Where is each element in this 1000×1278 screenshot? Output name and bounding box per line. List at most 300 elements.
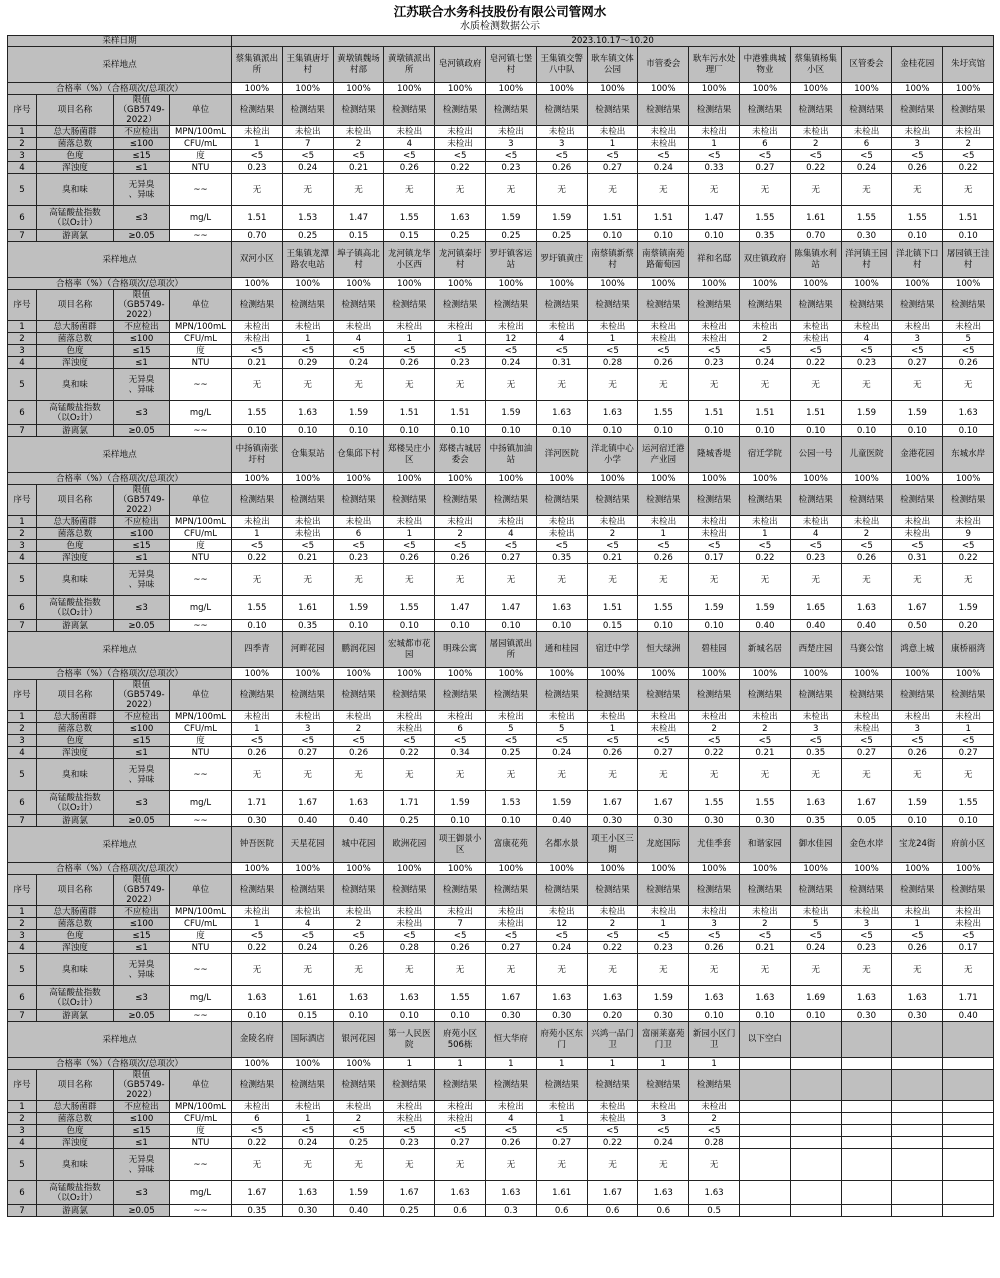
result-cell: 0.26 <box>638 357 689 369</box>
result-cell: 0.21 <box>739 747 790 759</box>
result-cell: 4 <box>790 528 841 540</box>
result-cell: 未检出 <box>282 1101 333 1113</box>
result-cell: 0.35 <box>232 1205 283 1217</box>
item-name: 总大肠菌群 <box>37 1101 114 1113</box>
result-cell: 1 <box>587 723 638 735</box>
item-unit: NTU <box>170 1137 232 1149</box>
result-cell: 未检出 <box>232 1101 283 1113</box>
result-cell: 0.10 <box>435 1010 486 1022</box>
location-cell: 和谐家园 <box>739 827 790 863</box>
item-limit: ≤3 <box>114 986 170 1010</box>
result-cell: 未检出 <box>536 906 587 918</box>
result-cell: 0.10 <box>689 1010 740 1022</box>
result-cell: 1 <box>232 138 283 150</box>
item-limit: 无异臭 、异味 <box>114 174 170 206</box>
item-no: 5 <box>8 369 37 401</box>
result-cell <box>943 1101 994 1113</box>
item-no: 4 <box>8 162 37 174</box>
header-unit: 单位 <box>170 1070 232 1101</box>
result-cell: 2 <box>841 528 892 540</box>
result-cell: <5 <box>384 930 435 942</box>
result-cell <box>841 1181 892 1205</box>
result-cell: 无 <box>790 369 841 401</box>
item-unit: NTU <box>170 552 232 564</box>
item-name: 游离氯 <box>37 1010 114 1022</box>
result-cell: <5 <box>232 540 283 552</box>
item-unit: ~~ <box>170 174 232 206</box>
item-limit: ≤3 <box>114 1181 170 1205</box>
result-cell: 1 <box>536 1113 587 1125</box>
header-result: 检测结果 <box>486 680 537 711</box>
item-name: 菌落总数 <box>37 723 114 735</box>
result-cell: 无 <box>943 759 994 791</box>
result-cell: 未检出 <box>384 918 435 930</box>
item-no: 5 <box>8 759 37 791</box>
result-cell: 无 <box>333 369 384 401</box>
item-name: 游离氯 <box>37 230 114 242</box>
result-cell: 1.59 <box>435 791 486 815</box>
result-cell: 0.26 <box>536 162 587 174</box>
result-cell: 0.26 <box>638 552 689 564</box>
result-cell: 0.23 <box>232 162 283 174</box>
header-result: 检测结果 <box>232 1070 283 1101</box>
result-cell: <5 <box>739 930 790 942</box>
result-cell: 未检出 <box>841 723 892 735</box>
location-cell: 黄墩镇魏场村部 <box>333 47 384 83</box>
result-cell: 0.40 <box>739 620 790 632</box>
result-cell: 未检出 <box>587 126 638 138</box>
result-cell: 6 <box>333 528 384 540</box>
result-cell: 1.63 <box>333 791 384 815</box>
location-label: 采样地点 <box>8 437 232 473</box>
result-cell: 5 <box>536 723 587 735</box>
location-label: 采样地点 <box>8 47 232 83</box>
result-cell: 无 <box>587 759 638 791</box>
item-unit: 度 <box>170 150 232 162</box>
result-cell: 6 <box>841 138 892 150</box>
location-cell: 洋河医院 <box>536 437 587 473</box>
result-cell: 无 <box>689 564 740 596</box>
result-cell: 无 <box>333 564 384 596</box>
result-cell: 0.26 <box>333 942 384 954</box>
result-cell: 未检出 <box>790 516 841 528</box>
pass-rate-cell: 100% <box>282 278 333 290</box>
location-cell: 明珠公寓 <box>435 632 486 668</box>
result-cell: 无 <box>943 564 994 596</box>
pass-rate-cell: 100% <box>536 83 587 95</box>
location-cell: 河畔花园 <box>282 632 333 668</box>
item-no: 5 <box>8 564 37 596</box>
page-subtitle: 水质检测数据公示 <box>460 21 540 32</box>
result-cell: 0.30 <box>638 1010 689 1022</box>
result-cell: 未检出 <box>689 1101 740 1113</box>
result-cell: 无 <box>282 759 333 791</box>
result-cell: <5 <box>384 345 435 357</box>
header-unit: 单位 <box>170 680 232 711</box>
result-cell: 0.24 <box>841 162 892 174</box>
result-cell: 未检出 <box>486 918 537 930</box>
result-cell: 未检出 <box>536 528 587 540</box>
result-cell: <5 <box>790 540 841 552</box>
result-cell: <5 <box>435 735 486 747</box>
result-cell: 无 <box>638 759 689 791</box>
result-cell: 3 <box>486 138 537 150</box>
result-cell: 2 <box>689 723 740 735</box>
header-result: 检测结果 <box>384 1070 435 1101</box>
result-cell: 未检出 <box>638 711 689 723</box>
result-cell: 0.24 <box>282 162 333 174</box>
result-cell: 0.40 <box>282 815 333 827</box>
header-result: 检测结果 <box>892 95 943 126</box>
result-cell: 1.63 <box>282 401 333 425</box>
result-cell: 无 <box>587 564 638 596</box>
result-cell <box>739 1205 790 1217</box>
location-cell: 马赛公馆 <box>841 632 892 668</box>
pass-rate-label: 合格率（%）（合格项次/总项次） <box>8 863 232 875</box>
result-cell: 无 <box>232 954 283 986</box>
result-cell: 0.26 <box>841 552 892 564</box>
item-no: 1 <box>8 321 37 333</box>
result-cell: <5 <box>282 735 333 747</box>
result-cell: 未检出 <box>384 126 435 138</box>
header-seq: 序号 <box>8 680 37 711</box>
result-cell: 0.26 <box>892 162 943 174</box>
header-result: 检测结果 <box>841 875 892 906</box>
location-cell: 城中花园 <box>333 827 384 863</box>
result-cell: 未检出 <box>435 711 486 723</box>
result-cell: 1.55 <box>689 791 740 815</box>
item-no: 6 <box>8 596 37 620</box>
result-cell: 未检出 <box>587 516 638 528</box>
pass-rate-cell: 100% <box>943 278 994 290</box>
result-cell: 0.10 <box>435 620 486 632</box>
header-result: 检测结果 <box>587 875 638 906</box>
location-cell: 耿车镇文体公园 <box>587 47 638 83</box>
result-cell: 1.59 <box>689 596 740 620</box>
pass-rate-cell: 100% <box>232 668 283 680</box>
header-unit: 单位 <box>170 485 232 516</box>
result-cell: 6 <box>232 1113 283 1125</box>
result-cell: 0.27 <box>536 1137 587 1149</box>
item-limit: ≤15 <box>114 1125 170 1137</box>
item-unit: 度 <box>170 540 232 552</box>
pass-rate-cell: 100% <box>739 668 790 680</box>
header-result: 检测结果 <box>232 680 283 711</box>
pass-rate-cell: 100% <box>689 473 740 485</box>
header-result: 检测结果 <box>486 95 537 126</box>
pass-rate-cell: 100% <box>384 83 435 95</box>
result-cell: <5 <box>841 150 892 162</box>
result-cell: 3 <box>790 723 841 735</box>
result-cell: 未检出 <box>892 528 943 540</box>
location-cell: 洋北镇中心小学 <box>587 437 638 473</box>
result-cell: <5 <box>232 150 283 162</box>
location-cell: 新园小区门卫 <box>689 1022 740 1058</box>
pass-rate-cell: 100% <box>587 863 638 875</box>
result-cell: 0.23 <box>689 357 740 369</box>
item-no: 1 <box>8 1101 37 1113</box>
result-cell: 0.30 <box>232 815 283 827</box>
result-cell: 无 <box>943 174 994 206</box>
result-cell: <5 <box>739 735 790 747</box>
result-cell: 3 <box>841 918 892 930</box>
location-cell: 康桥丽湾 <box>943 632 994 668</box>
result-cell: 0.25 <box>435 230 486 242</box>
header-unit: 单位 <box>170 95 232 126</box>
result-cell: <5 <box>689 735 740 747</box>
result-cell <box>943 1205 994 1217</box>
header-limit: 限值 （GB5749-2022） <box>114 95 170 126</box>
result-cell: 0.30 <box>841 1010 892 1022</box>
result-cell: 0.10 <box>536 425 587 437</box>
item-unit: MPN/100mL <box>170 1101 232 1113</box>
location-cell: 宿迁学院 <box>739 437 790 473</box>
header-result: 检测结果 <box>790 680 841 711</box>
result-cell: 0.30 <box>841 230 892 242</box>
result-cell: 1.63 <box>943 401 994 425</box>
result-cell: 未检出 <box>739 321 790 333</box>
result-cell: 0.10 <box>943 815 994 827</box>
result-cell: 0.20 <box>943 620 994 632</box>
result-cell: 3 <box>282 723 333 735</box>
result-cell: 2 <box>739 723 790 735</box>
item-unit: ~~ <box>170 425 232 437</box>
result-cell <box>790 1149 841 1181</box>
result-cell: 未检出 <box>943 711 994 723</box>
item-limit: 无异臭 、异味 <box>114 759 170 791</box>
result-cell: 1.55 <box>384 596 435 620</box>
location-cell: 恒大绿洲 <box>638 632 689 668</box>
result-cell: 未检出 <box>282 516 333 528</box>
result-cell: 1.51 <box>790 401 841 425</box>
item-no: 7 <box>8 620 37 632</box>
result-cell: 0.10 <box>790 425 841 437</box>
result-cell: 0.10 <box>943 230 994 242</box>
header-seq: 序号 <box>8 485 37 516</box>
result-cell: 无 <box>282 1149 333 1181</box>
item-name: 浑浊度 <box>37 162 114 174</box>
result-cell: 未检出 <box>587 906 638 918</box>
pass-rate-label: 合格率（%）（合格项次/总项次） <box>8 473 232 485</box>
pass-rate-cell: 100% <box>841 668 892 680</box>
result-cell: 0.40 <box>943 1010 994 1022</box>
result-cell: <5 <box>486 150 537 162</box>
result-cell: 无 <box>384 759 435 791</box>
result-cell: 0.10 <box>638 230 689 242</box>
header-result: 检测结果 <box>689 95 740 126</box>
result-cell: <5 <box>536 735 587 747</box>
result-cell: 0.28 <box>689 1137 740 1149</box>
result-cell: 无 <box>638 1149 689 1181</box>
result-cell <box>790 1125 841 1137</box>
item-limit: ≤15 <box>114 345 170 357</box>
item-unit: mg/L <box>170 596 232 620</box>
result-cell: 无 <box>232 1149 283 1181</box>
location-cell: 以下空白 <box>739 1022 790 1058</box>
result-cell: 4 <box>841 333 892 345</box>
result-cell: 0.27 <box>943 747 994 759</box>
result-cell: 3 <box>638 1113 689 1125</box>
location-cell <box>943 1022 994 1058</box>
result-cell: 未检出 <box>841 516 892 528</box>
result-cell: 1.47 <box>689 206 740 230</box>
pass-rate-cell: 100% <box>435 668 486 680</box>
location-cell: 西楚庄园 <box>790 632 841 668</box>
result-cell: 未检出 <box>638 321 689 333</box>
result-cell: 无 <box>689 954 740 986</box>
header-result: 检测结果 <box>841 95 892 126</box>
result-cell: 无 <box>739 759 790 791</box>
result-cell: 1 <box>638 918 689 930</box>
result-cell: 无 <box>892 369 943 401</box>
result-cell: 1.63 <box>739 986 790 1010</box>
result-cell: 未检出 <box>232 711 283 723</box>
header-seq: 序号 <box>8 290 37 321</box>
header-limit: 限值 （GB5749-2022） <box>114 485 170 516</box>
header-result: 检测结果 <box>638 1070 689 1101</box>
header-result: 检测结果 <box>536 875 587 906</box>
result-cell: 0.70 <box>790 230 841 242</box>
result-cell: 1.63 <box>638 1181 689 1205</box>
header-result: 检测结果 <box>943 680 994 711</box>
result-cell: 未检出 <box>282 711 333 723</box>
pass-rate-cell: 100% <box>790 863 841 875</box>
result-cell: 1.63 <box>435 206 486 230</box>
item-name: 高锰酸盐指数 （以O₂计） <box>37 401 114 425</box>
result-cell: 0.26 <box>587 747 638 759</box>
location-cell: 富康花苑 <box>486 827 537 863</box>
result-cell: 1 <box>232 528 283 540</box>
header-result: 检测结果 <box>638 290 689 321</box>
item-limit: ≤100 <box>114 723 170 735</box>
header-result: 检测结果 <box>333 290 384 321</box>
item-limit: 不应检出 <box>114 126 170 138</box>
location-cell: 双河小区 <box>232 242 283 278</box>
result-cell: 未检出 <box>790 321 841 333</box>
result-cell: <5 <box>689 150 740 162</box>
pass-rate-cell: 100% <box>739 83 790 95</box>
header-result: 检测结果 <box>790 875 841 906</box>
result-cell: 1 <box>232 723 283 735</box>
result-cell: 无 <box>232 369 283 401</box>
result-cell: 未检出 <box>943 906 994 918</box>
pass-rate-cell: 100% <box>333 668 384 680</box>
item-no: 2 <box>8 723 37 735</box>
header-result: 检测结果 <box>384 95 435 126</box>
result-cell: <5 <box>638 150 689 162</box>
result-cell: 未检出 <box>536 1101 587 1113</box>
result-cell: 1.59 <box>892 401 943 425</box>
pass-rate-cell: 100% <box>587 83 638 95</box>
pass-rate-cell: 100% <box>587 278 638 290</box>
result-cell: 未检出 <box>841 711 892 723</box>
header-result: 检测结果 <box>232 290 283 321</box>
result-cell: 2 <box>435 528 486 540</box>
result-cell: 1.67 <box>587 1181 638 1205</box>
result-cell: 1.55 <box>943 791 994 815</box>
item-name: 浑浊度 <box>37 1137 114 1149</box>
header-result: 检测结果 <box>739 95 790 126</box>
item-no: 5 <box>8 174 37 206</box>
header-result: 检测结果 <box>333 680 384 711</box>
result-cell: <5 <box>638 540 689 552</box>
result-cell: <5 <box>333 735 384 747</box>
item-unit: ~~ <box>170 620 232 632</box>
pass-rate-cell: 100% <box>384 278 435 290</box>
item-unit: ~~ <box>170 759 232 791</box>
pass-rate-cell: 100% <box>739 863 790 875</box>
result-cell: 无 <box>892 759 943 791</box>
result-cell: 1.63 <box>536 986 587 1010</box>
result-cell: 无 <box>282 954 333 986</box>
result-cell: 0.26 <box>435 552 486 564</box>
pass-rate-cell: 100% <box>282 1058 333 1070</box>
result-cell: 未检出 <box>892 321 943 333</box>
item-no: 2 <box>8 138 37 150</box>
result-cell: 无 <box>841 564 892 596</box>
result-cell: 无 <box>536 174 587 206</box>
result-cell <box>892 1101 943 1113</box>
header-item: 项目名称 <box>37 680 114 711</box>
item-limit: ≤100 <box>114 333 170 345</box>
pass-rate-label: 合格率（%）（合格项次/总项次） <box>8 668 232 680</box>
result-cell: 5 <box>486 723 537 735</box>
pass-rate-cell: 100% <box>536 278 587 290</box>
location-cell: 皂河镇政府 <box>435 47 486 83</box>
result-cell: 0.10 <box>943 425 994 437</box>
item-unit: 度 <box>170 930 232 942</box>
item-name: 总大肠菌群 <box>37 711 114 723</box>
item-unit: CFU/mL <box>170 918 232 930</box>
location-cell: 金港花园 <box>892 437 943 473</box>
pass-rate-cell: 100% <box>739 278 790 290</box>
result-cell: 1.63 <box>486 1181 537 1205</box>
result-cell: 1.51 <box>587 596 638 620</box>
result-cell: 0.21 <box>282 552 333 564</box>
result-cell: 1.67 <box>841 791 892 815</box>
header-result: 检测结果 <box>841 485 892 516</box>
item-unit: CFU/mL <box>170 723 232 735</box>
result-cell: <5 <box>536 540 587 552</box>
result-cell: 0.05 <box>841 815 892 827</box>
result-cell: 0.10 <box>486 620 537 632</box>
result-cell: 2 <box>943 138 994 150</box>
result-cell: 0.23 <box>384 1137 435 1149</box>
result-cell: 0.35 <box>739 230 790 242</box>
header-result: 检测结果 <box>943 290 994 321</box>
result-cell: 0.10 <box>486 425 537 437</box>
result-cell: 1.51 <box>232 206 283 230</box>
result-cell: 1.63 <box>587 401 638 425</box>
result-cell: 未检出 <box>232 516 283 528</box>
location-cell: 洋北镇下口村 <box>892 242 943 278</box>
result-cell: 0.25 <box>536 230 587 242</box>
result-cell: 2 <box>790 138 841 150</box>
location-cell: 罗圩镇客运站 <box>486 242 537 278</box>
location-label: 采样地点 <box>8 1022 232 1058</box>
item-no: 2 <box>8 918 37 930</box>
item-unit: MPN/100mL <box>170 516 232 528</box>
location-cell: 郑楼吴庄小区 <box>384 437 435 473</box>
result-cell: 未检出 <box>282 126 333 138</box>
item-limit: ≤100 <box>114 918 170 930</box>
header-result: 检测结果 <box>384 485 435 516</box>
pass-rate-cell: 100% <box>486 668 537 680</box>
item-unit: ~~ <box>170 1205 232 1217</box>
header-result: 检测结果 <box>536 485 587 516</box>
item-unit: ~~ <box>170 954 232 986</box>
result-cell: <5 <box>435 345 486 357</box>
